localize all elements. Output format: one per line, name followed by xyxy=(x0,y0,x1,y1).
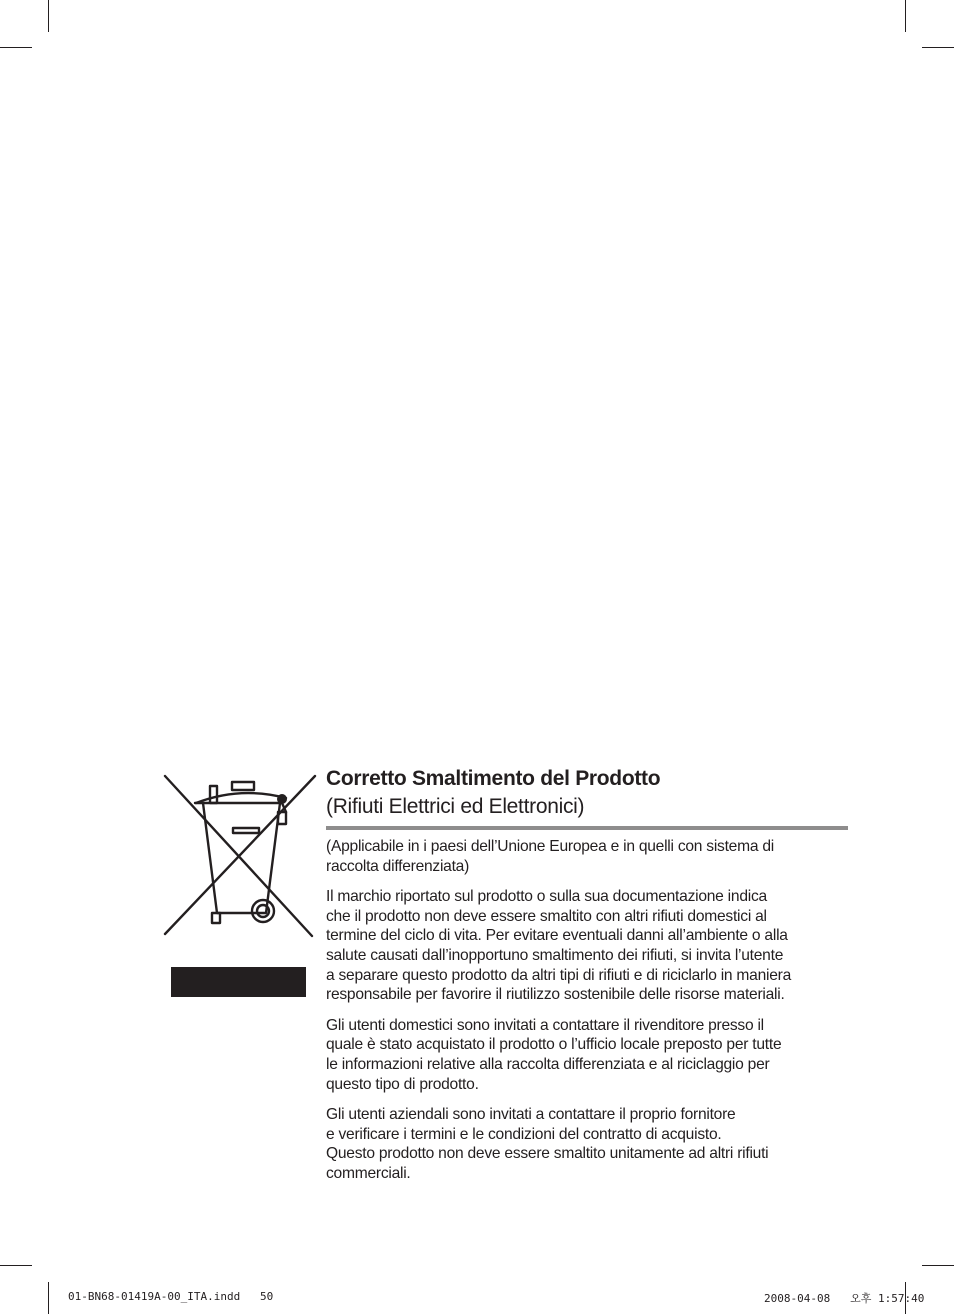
title-divider xyxy=(326,826,848,830)
crossed-out-wheelie-bin-icon xyxy=(160,770,320,940)
paragraph-applicability: (Applicabile in i paesi dell’Unione Europea e in quelli con sistema di raccolta differenziata) xyxy=(326,838,774,875)
paragraph-business-users: Gli utenti aziendali sono invitati a contattare il proprio fornitore e verificare i termini e le condizioni del contratto di acquisto. Questo prodotto non deve essere smaltito unitamente ad altri rifiuti commerciali. xyxy=(326,1106,769,1182)
symbol-bar xyxy=(171,967,306,997)
section-subtitle: (Rifiuti Elettrici ed Elettronici) xyxy=(326,795,585,818)
crop-mark xyxy=(922,47,954,48)
crop-mark xyxy=(48,1282,49,1314)
footer-timestamp: 2008-04-08 오후 1:57:40 xyxy=(764,1292,925,1305)
crop-mark xyxy=(922,1265,954,1266)
paragraph-marking: Il marchio riportato sul prodotto o sulla sua documentazione indica che il prodotto non deve essere smaltito con altri rifiuti domestici al termine del ciclo di vita. Per evitare eventuali danni all’ambiente o alla salute causati dall’inopportuno smaltimento dei rifiuti, si invita l’utente a separare questo prodotto da altri tipi di rifiuti e di riciclarlo in maniera responsabile per favorire il riutilizzo sostenibile delle risorse materiali. xyxy=(326,888,792,1004)
section-title: Corretto Smaltimento del Prodotto xyxy=(326,767,661,790)
disposal-section xyxy=(326,765,848,1195)
paragraph-household-users: Gli utenti domestici sono invitati a contattare il rivenditore presso il quale è stato acquistato il prodotto o l’ufficio locale preposto per tutte le informazioni relative alla raccolta differenziata e al riciclaggio per questo tipo di prodotto. xyxy=(326,1016,782,1093)
crop-mark xyxy=(0,1265,32,1266)
crop-mark xyxy=(0,47,32,48)
crop-mark xyxy=(48,0,49,32)
crop-mark xyxy=(905,0,906,32)
footer-file-info: 01-BN68-01419A-00_ITA.indd 50 xyxy=(68,1290,274,1303)
